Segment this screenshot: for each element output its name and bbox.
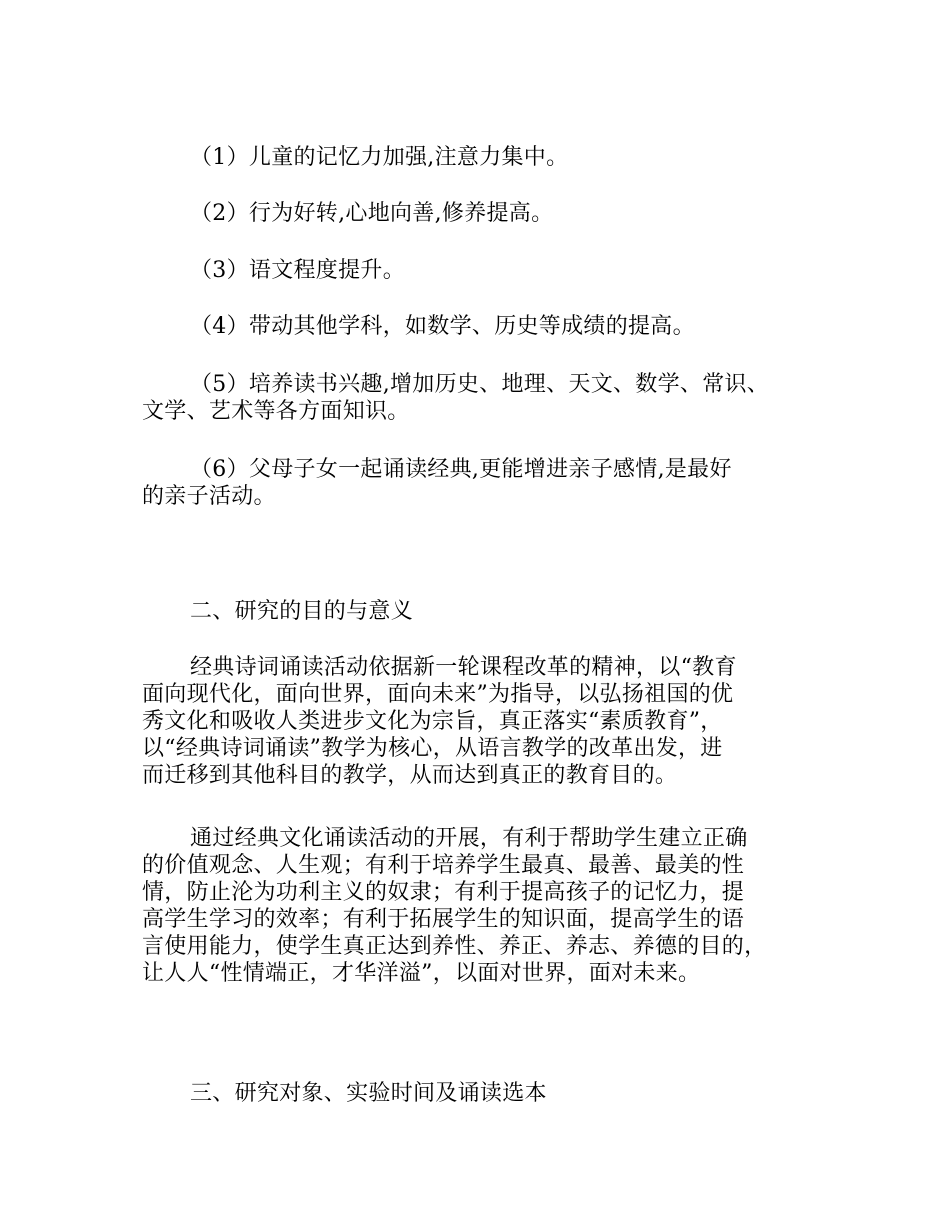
- list-item-4: （4）带动其他学科，如数学、历史等成绩的提高。: [190, 314, 695, 339]
- list-item-3: （3）语文程度提升。: [190, 258, 405, 283]
- list-item-2: （2）行为好转,心地向善,修养提高。: [190, 201, 554, 226]
- section-heading-purpose: 二、研究的目的与意义: [190, 599, 414, 624]
- list-item-6: （6）父母子女一起诵读经典,更能增进亲子感情,是最好 的亲子活动。: [142, 457, 732, 509]
- section-heading-subjects: 三、研究对象、实验时间及诵读选本: [190, 1081, 547, 1106]
- list-item-5: （5）培养读书兴趣,增加历史、地理、天文、数学、常识、 文学、艺术等各方面知识。: [142, 372, 770, 424]
- list-item-1: （1）儿童的记忆力加强,注意力集中。: [190, 145, 569, 170]
- paragraph-purpose-2: 通过经典文化诵读活动的开展，有利于帮助学生建立正确 的价值观念、人生观；有利于培养学生最真、最善、最美的性 情，防止沦为功利主义的奴隶；有利于提高孩子的记忆力，提 高学生学习的效率；有利于拓展学生的知识面，提高学生的语 言使用能力，使学生真正达到养性、养正、养志、养德的目的， 让人人“性情端正，才华洋溢”，以面对世界，面对未来。: [142, 826, 767, 986]
- paragraph-purpose-1: 经典诗词诵读活动依据新一轮课程改革的精神，以“教育 面向现代化，面向世界，面向未来”为指导，以弘扬祖国的优 秀文化和吸收人类进步文化为宗旨，真正落实“素质教育”， 以“经典诗词诵读”教学为核心，从语言教学的改革出发，进 而迁移到其他科目的教学，从而达到真正的教育目的。: [142, 655, 737, 788]
